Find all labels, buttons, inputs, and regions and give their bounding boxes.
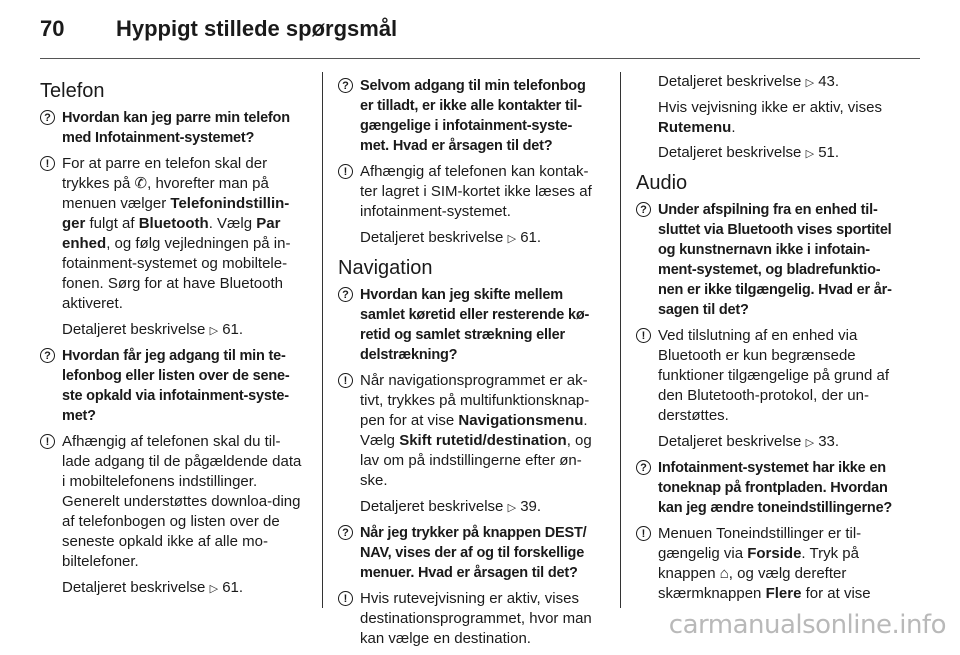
watermark: carmanualsonline.info: [668, 610, 946, 640]
reference: Detaljeret beskrivelse ▷ 61.: [62, 320, 302, 341]
question: ? Infotainment-systemet har ikke en toneknap på frontpladen. Hvordan kan jeg ændre toneindstillingerne?: [636, 458, 902, 518]
answer: ! Hvis rutevejvisning er aktiv, vises destinationsprogrammet, hvor man kan vælge en destination.: [338, 589, 600, 649]
question-icon: ?: [338, 78, 353, 93]
page-header: [40, 16, 920, 56]
exclamation-icon: !: [40, 434, 55, 449]
header-rule: [40, 58, 920, 59]
column-3: [636, 72, 902, 610]
question-icon: ?: [636, 460, 651, 475]
answer: ! For at parre en telefon skal der trykkes på ✆, hvorefter man på menuen vælger Telefonindstillin-ger fulgt af Bluetooth. Vælg Par enhed, og følg vejledningen på in-fotainment-systemet og mobiltele-fonen. Sørg for at have Bluetooth aktiveret.: [40, 154, 302, 314]
exclamation-icon: !: [636, 328, 651, 343]
home-icon: ⌂: [719, 565, 729, 582]
question: ? Hvordan kan jeg parre min telefon med Infotainment-systemet?: [40, 108, 302, 148]
question: ? Hvordan får jeg adgang til min te-lefonbog eller listen over de sene-ste opkald via infotainment-syste-met?: [40, 346, 302, 426]
section-title-navigation: Navigation: [338, 257, 433, 279]
reference: Detaljeret beskrivelse ▷ 61.: [360, 228, 600, 249]
question: ? Selvom adgang til min telefonbog er tilladt, er ikke alle kontakter til-gængelige i infotainment-syste-met. Hvad er årsagen til det?: [338, 76, 600, 156]
answer: ! Menuen Toneindstillinger er til-gængelig via Forside. Tryk på knappen ⌂, og vælg derefter skærmknappen Flere for at vise: [636, 524, 902, 604]
page-title: Hyppigt stillede spørgsmål: [116, 16, 398, 41]
exclamation-icon: !: [338, 164, 353, 179]
column-divider: [620, 72, 621, 608]
page-ref-icon: ▷: [805, 148, 815, 160]
reference: Detaljeret beskrivelse ▷ 33.: [658, 432, 902, 453]
column-2: [338, 72, 600, 655]
phone-icon: ✆: [134, 175, 148, 192]
page-number: 70: [40, 16, 65, 41]
exclamation-icon: !: [338, 591, 353, 606]
exclamation-icon: !: [40, 156, 55, 171]
question: ? Hvordan kan jeg skifte mellem samlet køretid eller resterende kø-retid og samlet strækning eller delstrækning?: [338, 285, 600, 365]
question-icon: ?: [338, 287, 353, 302]
answer: ! Ved tilslutning af en enhed via Bluetooth er kun begrænsede funktioner tilgængelige på grund af den Blutetooth-protokol, der un-derstøttes.: [636, 326, 902, 426]
section-title-telefon: Telefon: [40, 80, 105, 102]
question-icon: ?: [338, 525, 353, 540]
column-1: [40, 72, 302, 604]
answer: ! Når navigationsprogrammet er ak-tivt, trykkes på multifunktionsknap-pen for at vise Navigationsmenu. Vælg Skift rutetid/destination, og lav om på indstillingerne efter øn-ske.: [338, 371, 600, 491]
answer: ! Afhængig af telefonen kan kontak-ter lagret i SIM-kortet ikke læses af infotainment-systemet.: [338, 162, 600, 222]
page-ref-icon: ▷: [507, 502, 517, 514]
section-title-audio: Audio: [636, 172, 688, 194]
exclamation-icon: !: [338, 373, 353, 388]
paragraph: Hvis vejvisning ikke er aktiv, vises Rutemenu.: [658, 99, 882, 136]
question-icon: ?: [40, 348, 55, 363]
reference: Detaljeret beskrivelse ▷ 39.: [360, 497, 600, 518]
reference: Detaljeret beskrivelse ▷ 51.: [658, 143, 902, 164]
page-ref-icon: ▷: [805, 437, 815, 449]
page-ref-icon: ▷: [805, 77, 815, 89]
exclamation-icon: !: [636, 526, 651, 541]
column-divider: [322, 72, 323, 608]
question: ? Under afspilning fra en enhed til-sluttet via Bluetooth vises sportitel og kunstnernavn ikke i infotain-ment-systemet, og bladrefunktio-nen er ikke tilgængelig. Hvad er år-sagen til det?: [636, 200, 902, 320]
question-icon: ?: [636, 202, 651, 217]
reference: Detaljeret beskrivelse ▷ 61.: [62, 578, 302, 599]
page-ref-icon: ▷: [209, 583, 219, 595]
question: ? Når jeg trykker på knappen DEST/ NAV, vises der af og til forskellige menuer. Hvad er årsagen til det?: [338, 523, 600, 583]
page-ref-icon: ▷: [209, 325, 219, 337]
reference: Detaljeret beskrivelse ▷ 43.: [658, 72, 902, 93]
question-icon: ?: [40, 110, 55, 125]
page-ref-icon: ▷: [507, 233, 517, 245]
answer: ! Afhængig af telefonen skal du til-lade adgang til de pågældende data i mobiltelefonens indstillinger. Generelt understøttes downloa-ding af telefonbogen og listen over de seneste opkald ikke af alle mo-biltelefoner.: [40, 432, 302, 572]
